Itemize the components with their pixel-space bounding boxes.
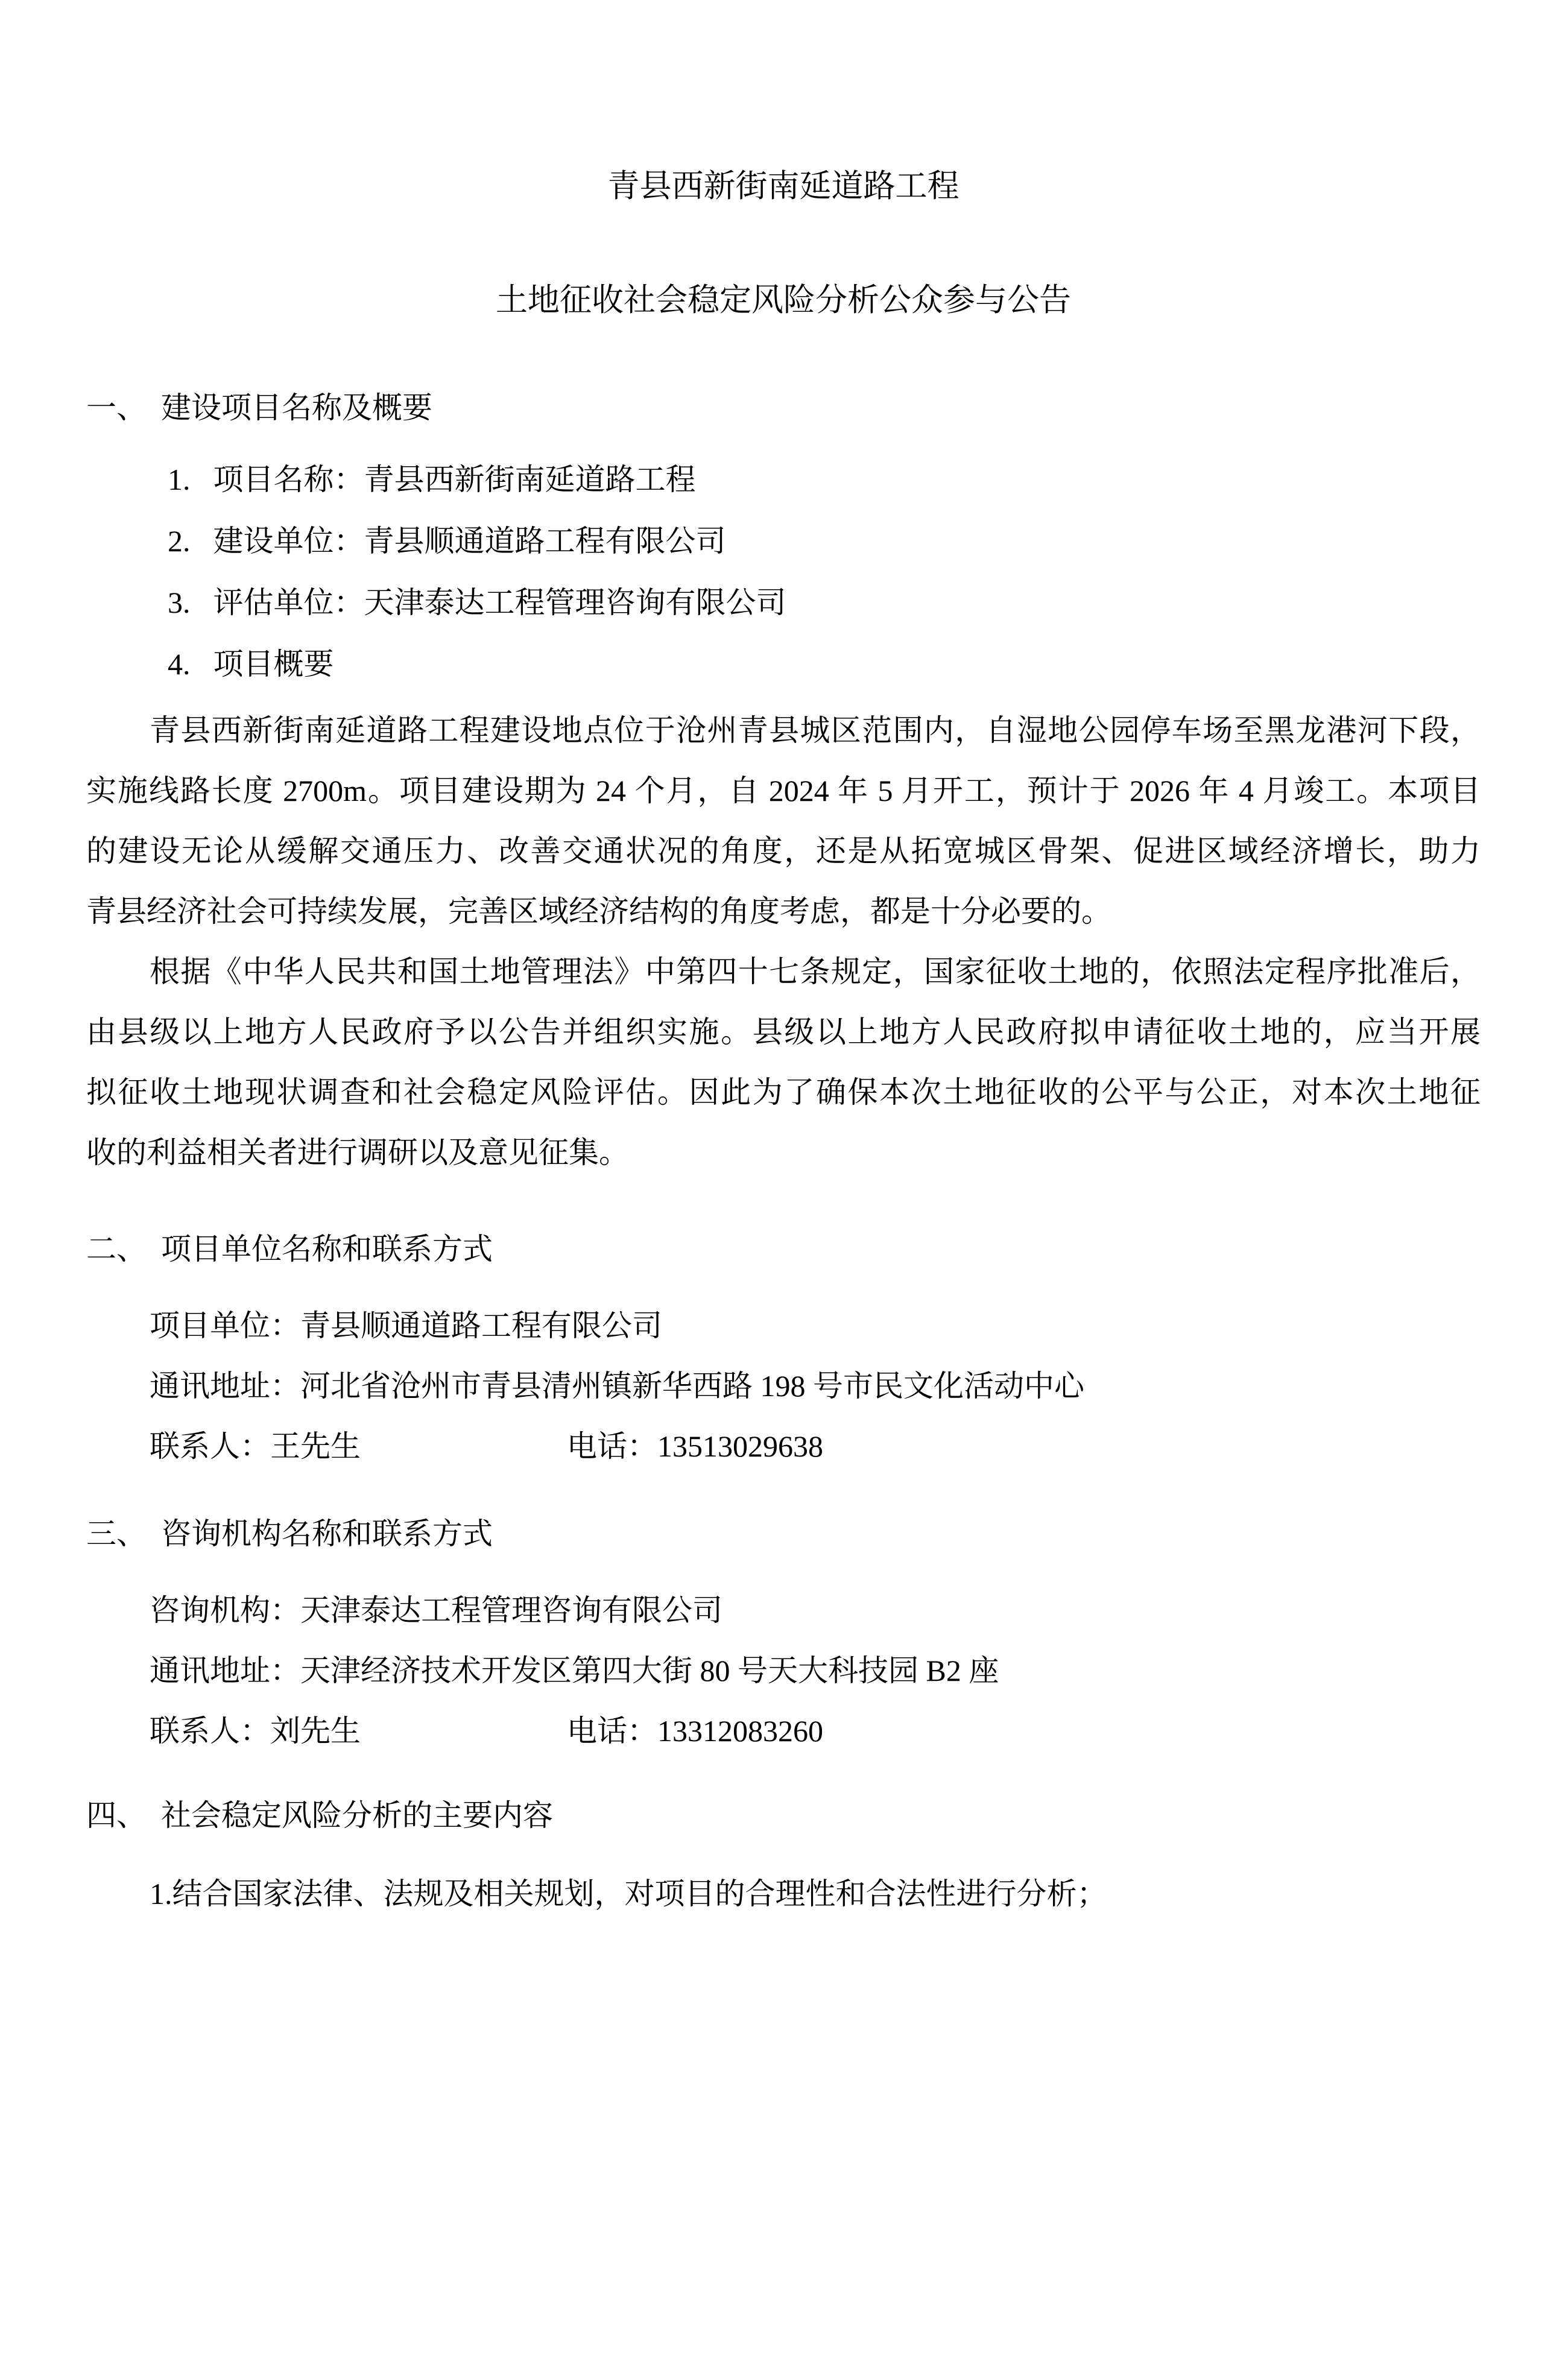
list-item-number: 4. [168, 647, 191, 681]
doc-subtitle: 土地征收社会稳定风险分析公众参与公告 [496, 283, 1071, 318]
contact-phone: 电话：13513029638 [567, 1429, 823, 1463]
contact-line [86, 1701, 1481, 1761]
contact-phone: 电话：13312083260 [567, 1714, 823, 1748]
list-item [86, 449, 1481, 510]
paragraph-line: 的建设无论从缓解交通压力、改善交通状况的角度，还是从拓宽城区骨架、促进区域经济增长，助力 [86, 834, 1481, 868]
section-title: 咨询机构名称和联系方式 [161, 1517, 493, 1551]
section-number: 二、 [86, 1232, 147, 1266]
paragraph-line: 拟征收土地现状调查和社会稳定风险评估。因此为了确保本次土地征收的公平与公正，对本次土地征 [86, 1075, 1481, 1109]
list-item [86, 634, 1481, 694]
paragraph-line: 实施线路长度 2700m。项目建设期为 24 个月，自 2024 年 5 月开工，预计于 2026 年 4 月竣工。本项目 [86, 774, 1481, 808]
consulting-agency-line: 咨询机构：天津泰达工程管理咨询有限公司 [150, 1593, 722, 1627]
doc-title: 青县西新街南延道路工程 [607, 169, 959, 204]
paragraph-line: 青县西新街南延道路工程建设地点位于沧州青县城区范围内，自湿地公园停车场至黑龙港河下段， [150, 713, 1481, 747]
section-number: 四、 [86, 1798, 147, 1832]
section-number: 三、 [86, 1517, 147, 1551]
list-item-text: 建设单位：青县顺通道路工程有限公司 [213, 524, 726, 558]
list-item-number: 2. [168, 524, 191, 558]
section-heading-3 [86, 1504, 1481, 1564]
document-page [0, 156, 1568, 2375]
project-unit-line: 项目单位：青县顺通道路工程有限公司 [150, 1309, 662, 1342]
list-item-text: 项目名称：青县西新街南延道路工程 [213, 463, 696, 496]
contact-person: 联系人：王先生 [150, 1429, 361, 1463]
section-heading-2 [86, 1219, 1481, 1279]
document-body [0, 156, 1568, 1924]
list-item-number: 1. [168, 463, 191, 496]
address-line: 通讯地址：天津经济技术开发区第四大街 80 号天大科技园 B2 座 [150, 1654, 999, 1687]
list-item-text: 项目概要 [213, 647, 334, 681]
section-number: 一、 [86, 391, 147, 425]
analysis-content-line: 1.结合国家法律、法规及相关规划，对项目的合理性和合法性进行分析； [150, 1877, 1107, 1911]
section-heading-4 [86, 1785, 1481, 1845]
list-item-number: 3. [168, 586, 191, 619]
paragraph-line: 根据《中华人民共和国土地管理法》中第四十七条规定，国家征收土地的，依照法定程序批准后， [150, 955, 1481, 988]
paragraph-line: 由县级以上地方人民政府予以公告并组织实施。县级以上地方人民政府拟申请征收土地的，应当开展 [86, 1015, 1481, 1049]
address-line: 通讯地址：河北省沧州市青县清州镇新华西路 198 号市民文化活动中心 [150, 1369, 1084, 1403]
list-item-text: 评估单位：天津泰达工程管理咨询有限公司 [213, 586, 786, 619]
list-item [86, 511, 1481, 571]
section-heading-1 [86, 378, 1481, 438]
paragraph-line: 青县经济社会可持续发展，完善区域经济结构的角度考虑，都是十分必要的。 [86, 894, 1111, 928]
paragraph-line: 收的利益相关者进行调研以及意见征集。 [86, 1136, 629, 1169]
list-item [86, 572, 1481, 633]
section-title: 项目单位名称和联系方式 [161, 1232, 493, 1266]
contact-line [86, 1416, 1481, 1476]
section-title: 社会稳定风险分析的主要内容 [161, 1798, 553, 1832]
contact-person: 联系人：刘先生 [150, 1714, 361, 1748]
section-title: 建设项目名称及概要 [161, 391, 432, 425]
